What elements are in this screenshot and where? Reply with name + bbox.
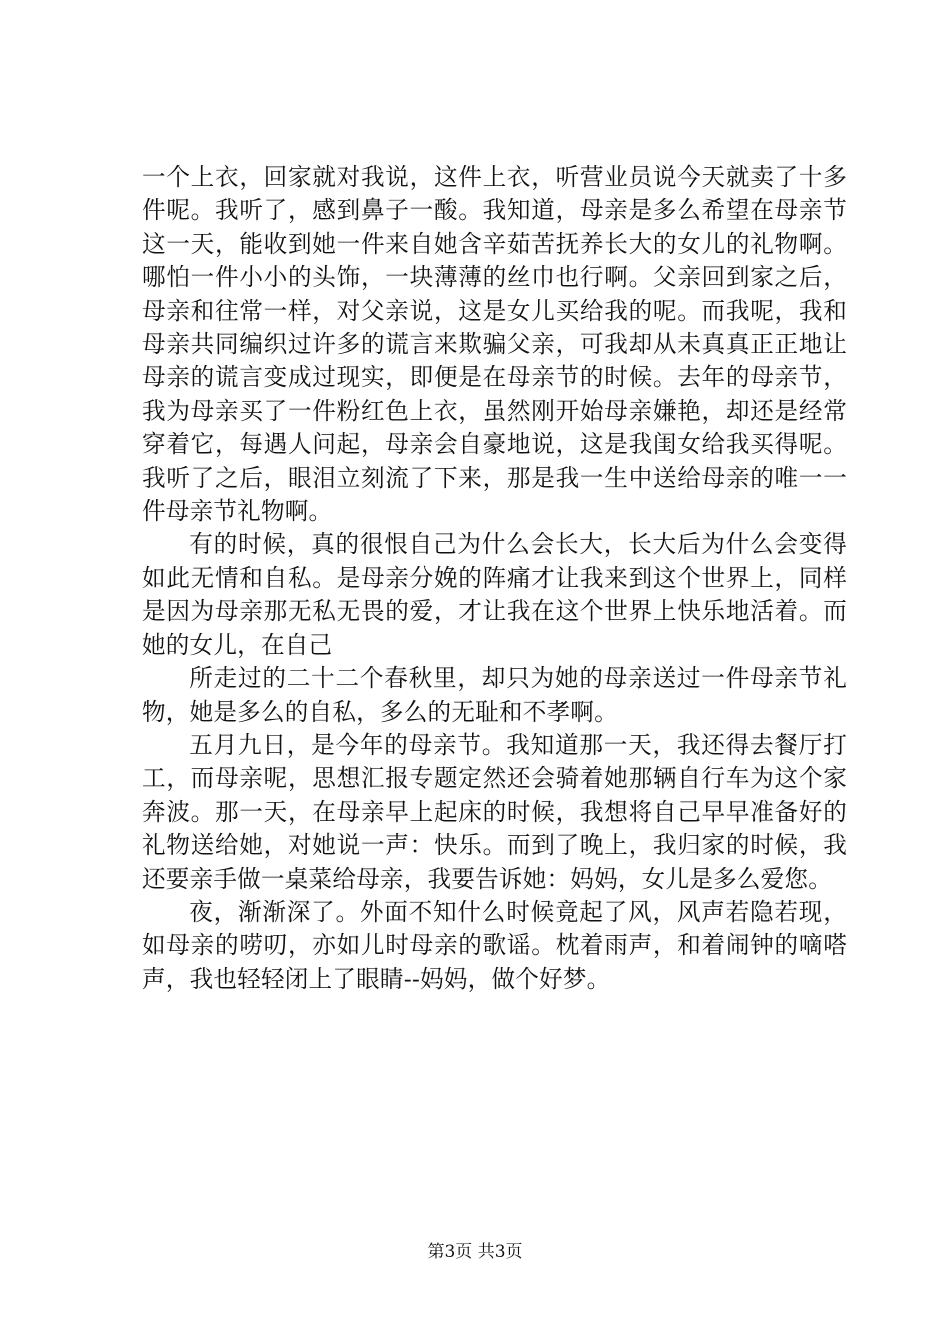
paragraph-5: 夜，渐渐深了。外面不知什么时候竟起了风，风声若隐若现，如母亲的唠叨，亦如儿时母亲的歌谣。枕着雨声，和着闹钟的嘀嗒声，我也轻轻闭上了眼睛--妈妈，做个好梦。 xyxy=(142,897,847,993)
paragraph-4: 五月九日，是今年的母亲节。我知道那一天，我还得去餐厅打工，而母亲呢，思想汇报专题定然还会骑着她那辆自行车为这个家奔波。那一天，在母亲早上起床的时候，我想将自己早早准备好的礼物送给她，对她说一声：快乐。而到了晚上，我归家的时候，我还要亲手做一桌菜给母亲，我要告诉她：妈妈，女儿是多么爱您。 xyxy=(142,730,847,893)
paragraph-2: 有的时候，真的很恨自己为什么会长大，长大后为什么会变得如此无情和自私。是母亲分娩的阵痛才让我来到这个世界上，同样是因为母亲那无私无畏的爱，才让我在这个世界上快乐地活着。而她的女儿，在自己 xyxy=(142,530,847,659)
paragraph-1: 一个上衣，回家就对我说，这件上衣，听营业员说今天就卖了十多件呢。我听了，感到鼻子一酸。我知道，母亲是多么希望在母亲节这一天，能收到她一件来自她含辛茹苦抚养长大的女儿的礼物啊。哪怕一件小小的头饰，一块薄薄的丝巾也行啊。父亲回到家之后，母亲和往常一样，对父亲说，这是女儿买给我的呢。而我呢，我和母亲共同编织过许多的谎言来欺骗父亲，可我却从未真真正正地让母亲的谎言变成过现实，即便是在母亲节的时候。去年的母亲节，我为母亲买了一件粉红色上衣，虽然刚开始母亲嫌艳，却还是经常穿着它，每遇人问起，母亲会自豪地说，这是我闺女给我买得呢。我听了之后，眼泪立刻流了下来，那是我一生中送给母亲的唯一一件母亲节礼物啊。 xyxy=(142,163,847,526)
document-body xyxy=(142,161,847,996)
page-footer: 第3页 共3页 xyxy=(427,1242,523,1262)
paragraph-3: 所走过的二十二个春秋里，却只为她的母亲送过一件母亲节礼物，她是多么的自私，多么的无耻和不孝啊。 xyxy=(142,664,847,726)
